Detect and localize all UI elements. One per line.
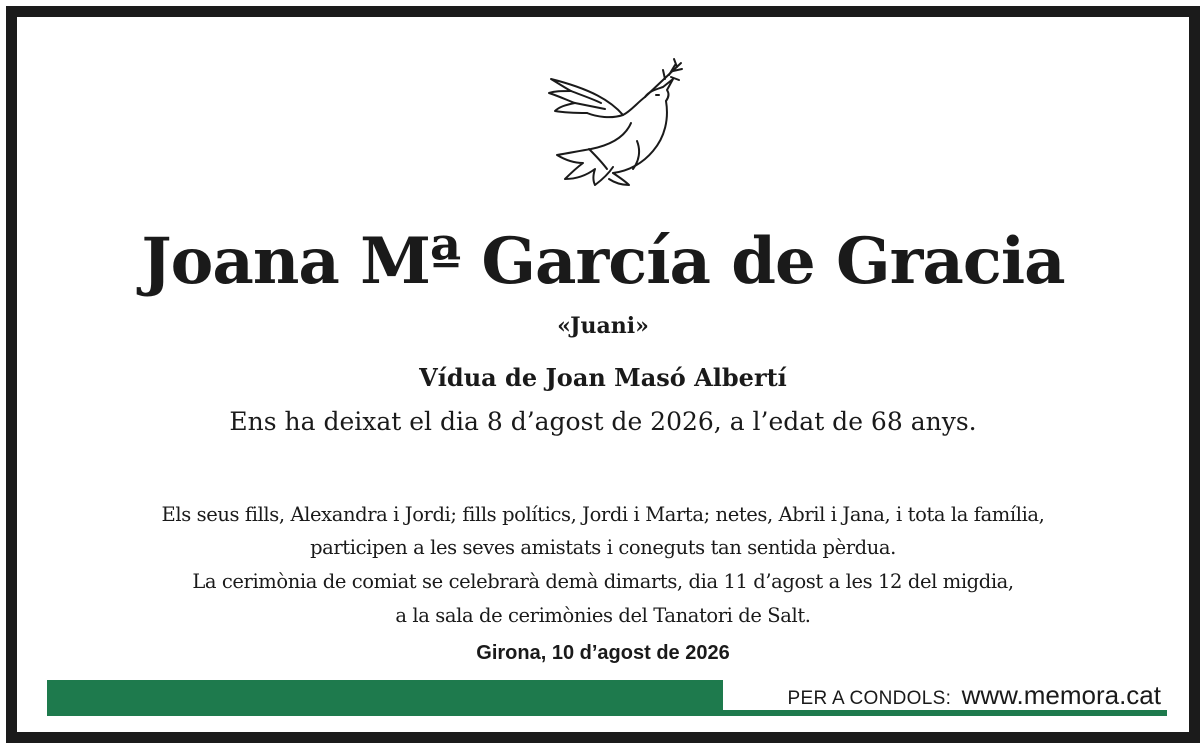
- place-date: Girona, 10 d’agost de 2026: [476, 642, 730, 664]
- ceremony-line: a la sala de cerimònies del Tanatori de Salt.: [395, 604, 811, 627]
- widow-of-line: Vídua de Joan Masó Albertí: [419, 363, 787, 392]
- ceremony-line: La cerimònia de comiat se celebrarà demà dimarts, dia 11 d’agost a les 12 del migdia,: [192, 570, 1014, 593]
- family-line: Els seus fills, Alexandra i Jordi; fills polítics, Jordi i Marta; netes, Abril i Jana, i tota la família,: [161, 503, 1045, 526]
- condolences: [788, 680, 1161, 710]
- footer-bar: [47, 680, 1167, 716]
- deceased-nickname: «Juani»: [557, 313, 649, 339]
- footer-green-stripe: [47, 680, 723, 716]
- condolences-label: PER A CONDOLS:: [787, 688, 952, 709]
- death-date-line: Ens ha deixat el dia 8 d’agost de 2026, a l’edat de 68 anys.: [229, 407, 977, 436]
- condolences-link[interactable]: www.memora.cat: [961, 680, 1161, 710]
- footer-underline: [723, 710, 1167, 716]
- deceased-name: Joana Mª García de Gracia: [141, 224, 1065, 299]
- dove-icon: [541, 57, 686, 187]
- family-line: participen a les seves amistats i coneguts tan sentida pèrdua.: [310, 536, 896, 559]
- obituary-card: [6, 6, 1200, 743]
